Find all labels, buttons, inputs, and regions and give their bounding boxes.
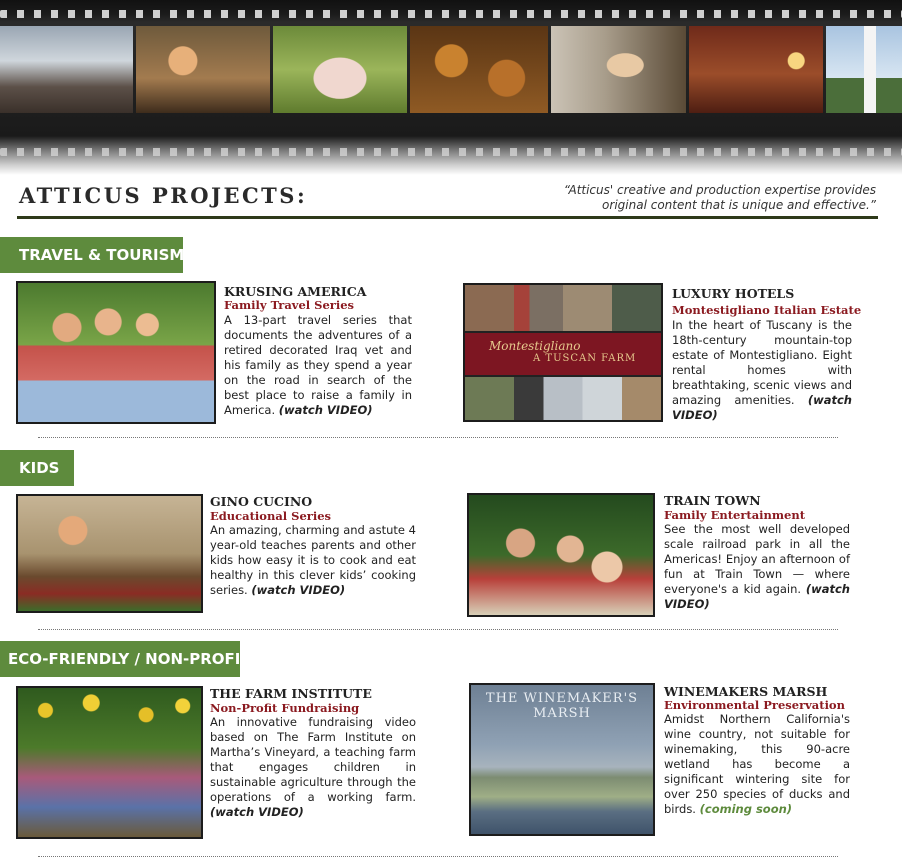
description-text: A 13-part travel series that documents the adventures of a retired decorated Iraq vet and his family as they spend a year on the road in search of the best place to raise a family in America. [224, 313, 412, 417]
project-title: KRUSING AMERICA [224, 284, 367, 299]
coming-soon-label: (coming soon) [699, 802, 793, 816]
project-subtitle: Family Travel Series [224, 298, 355, 312]
project-description [672, 318, 852, 423]
project-description [664, 712, 850, 817]
page-title: ATTICUS PROJECTS: [19, 183, 308, 208]
description-text: See the most well developed scale railroad park in all the Americas! Enjoy an afternoon of fun at Train Town — where everyone's a kid again. [664, 522, 850, 596]
watch-video-link[interactable]: (watch VIDEO) [278, 403, 373, 417]
description-text: An innovative fundraising video based on The Farm Institute on Martha’s Vineyard, a teaching farm that engages children in sustainable agriculture through the operations of a working farm. [210, 715, 416, 804]
thumb-title-band [465, 333, 661, 375]
watch-video-link[interactable]: (watch VIDEO) [210, 805, 304, 819]
section-divider [38, 629, 838, 630]
tagline-quote: “Atticus' creative and production expertise provides original content that is unique and effective.” [563, 183, 876, 212]
thumb-text-montestigliano: Montestigliano [489, 339, 581, 353]
film-sprockets-top [0, 10, 902, 18]
project-title: TRAIN TOWN [664, 493, 761, 508]
project-subtitle: Environmental Preservation [664, 698, 845, 712]
section-tab-travel-tourism [0, 237, 183, 273]
thumb-photo-strip-bottom [465, 377, 661, 420]
project-title: GINO CUCINO [210, 494, 313, 509]
farm-institute-thumbnail[interactable] [16, 686, 203, 839]
film-sprockets-bottom [0, 148, 902, 156]
section-tab-kids [0, 450, 74, 486]
watch-video-link[interactable]: (watch VIDEO) [672, 393, 852, 422]
winemakers-marsh-thumbnail[interactable] [469, 683, 655, 836]
banner-frame-mansion [0, 26, 133, 113]
banner-frame-presenter [551, 26, 686, 113]
project-title: THE FARM INSTITUTE [210, 686, 372, 701]
section-divider [38, 437, 838, 438]
watch-video-link[interactable]: (watch VIDEO) [664, 582, 850, 611]
project-subtitle: Non-Profit Fundraising [210, 701, 360, 715]
gino-cucino-thumbnail[interactable] [16, 494, 203, 613]
train-town-thumbnail[interactable] [467, 493, 655, 617]
project-subtitle: Educational Series [210, 509, 331, 523]
project-subtitle: Montestigliano Italian Estate [672, 303, 862, 317]
luxury-hotels-thumbnail[interactable] [463, 283, 663, 422]
watch-video-link[interactable]: (watch VIDEO) [251, 583, 346, 597]
section-label: ECO-FRIENDLY / NON-PROFIT [8, 650, 251, 668]
film-strip-banner [0, 0, 902, 175]
krusing-america-thumbnail[interactable] [16, 281, 216, 424]
thumb-photo-strip-top [465, 285, 661, 331]
description-text: Amidst Northern California's wine country, not suitable for winemaking, this 90-acre wetland has become a significant wintering site for over 250 species of ducks and birds. [664, 712, 850, 816]
thumb-text-winemakers-marsh: THE WINEMAKER'S MARSH [485, 691, 639, 721]
project-description [210, 523, 416, 598]
project-description [664, 522, 850, 612]
banner-frame-lighthouse [826, 26, 902, 113]
thumb-text-tuscan-farm: A TUSCAN FARM [533, 353, 637, 364]
banner-frame-bread [410, 26, 548, 113]
section-divider [38, 856, 838, 857]
project-title: WINEMAKERS MARSH [664, 684, 828, 699]
description-text: An amazing, charming and astute 4 year-old teaches parents and other kids how easy it is to cook and eat healthy in this clever kids’ cooking series. [210, 523, 416, 597]
project-description [210, 715, 416, 820]
project-subtitle: Family Entertainment [664, 508, 806, 522]
section-label: KIDS [19, 459, 60, 477]
project-title: LUXURY HOTELS [672, 286, 795, 301]
section-label: TRAVEL & TOURISM [19, 246, 185, 264]
banner-frame-kitchen-boy [136, 26, 270, 113]
banner-frame-pig [273, 26, 407, 113]
banner-frame-hotel-room [689, 26, 823, 113]
section-tab-eco-friendly [0, 641, 251, 677]
description-text: In the heart of Tuscany is the 18th-century mountain-top estate of Montestigliano. Eight rental homes with breathtaking, scenic views and amazing amenities. [672, 318, 852, 407]
heading-rule [17, 216, 878, 219]
project-description [224, 313, 412, 418]
